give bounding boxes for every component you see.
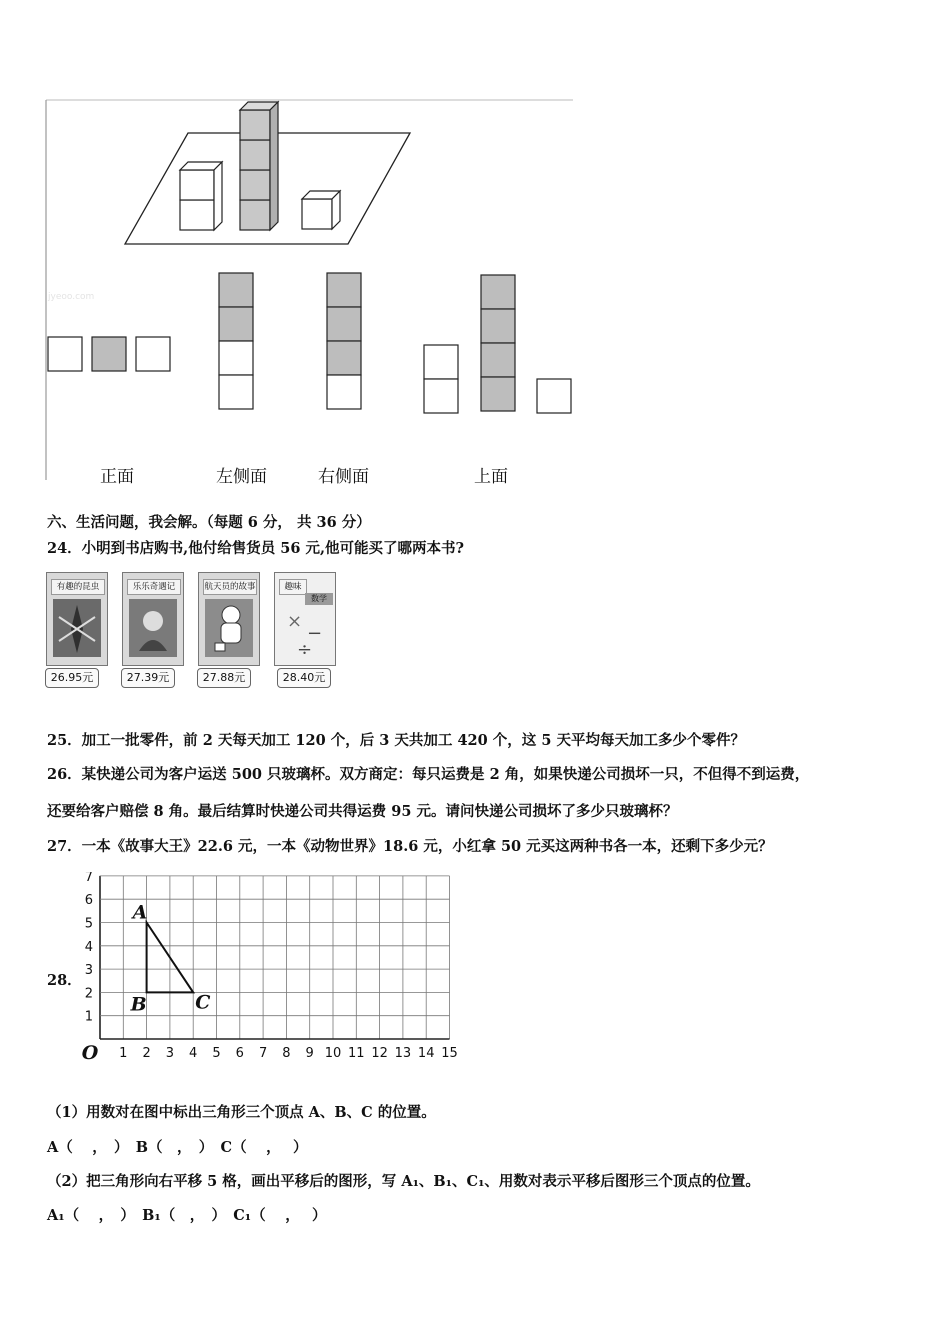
y-tick-label: 7 xyxy=(84,872,93,885)
question-26-line1: 26．某快递公司为客户运送 500 只玻璃杯。双方商定：每只运费是 2 角，如果快递公司损坏一只，不但得不到运费， xyxy=(47,766,810,783)
x-tick-label: 2 xyxy=(142,1046,151,1061)
question-27: 27．一本《故事大王》22.6 元，一本《动物世界》18.6 元，小红拿 50 元买这两种书各一本，还剩下多少元？ xyxy=(47,838,773,855)
x-tick-label: 10 xyxy=(324,1046,342,1061)
vertex-label-c: C xyxy=(195,991,211,1014)
front-view xyxy=(48,337,170,371)
question-26-line2: 还要给客户赔偿 8 角。最后结算时快递公司共得运费 95 元。请问快递公司损坏了多少只玻璃杯？ xyxy=(47,803,678,820)
x-tick-label: 11 xyxy=(348,1046,365,1061)
adventure-cover-icon xyxy=(129,599,177,657)
question-28-part1: （1）用数对在图中标出三角形三个顶点 A、B、C 的位置。 xyxy=(47,1104,436,1121)
x-tick-label: 15 xyxy=(441,1046,458,1061)
right-view-label: 右侧面 xyxy=(318,467,369,487)
price-tag: 26.95元 xyxy=(45,668,99,688)
top-view-label: 上面 xyxy=(474,467,508,487)
book-title: 乐乐奇遇记 xyxy=(127,579,181,595)
y-tick-label: 4 xyxy=(84,939,93,955)
question-25: 25．加工一批零件，前 2 天每天加工 120 个，后 3 天共加工 420 个，这 5 天平均每天加工多少个零件？ xyxy=(47,732,745,749)
x-tick-label: 4 xyxy=(189,1046,198,1061)
question-28-part2-answer: A₁（ ， ） B₁（ ， ） C₁（ ， ） xyxy=(47,1207,327,1224)
watermark: jyeoo.com xyxy=(48,292,95,302)
vertex-label-b: B xyxy=(130,993,147,1016)
book-subtitle: 数学 xyxy=(305,593,333,605)
svg-text:×: × xyxy=(287,611,303,632)
svg-text:÷: ÷ xyxy=(297,639,313,659)
x-tick-label: 12 xyxy=(371,1046,388,1061)
price-tag: 28.40元 xyxy=(277,668,331,688)
x-tick-label: 9 xyxy=(305,1046,314,1061)
price-tag: 27.88元 xyxy=(197,668,251,688)
y-tick-label: 5 xyxy=(84,916,93,932)
origin-label: O xyxy=(81,1042,99,1064)
svg-text:−: − xyxy=(307,623,323,644)
y-tick-label: 6 xyxy=(84,893,93,909)
book-astronaut xyxy=(198,572,260,666)
astronaut-cover-icon xyxy=(205,599,253,657)
book-insects xyxy=(46,572,108,666)
x-tick-label: 5 xyxy=(212,1046,221,1061)
question-28-part1-answer: A（ ， ） B（ ， ） C（ ， ） xyxy=(47,1139,308,1156)
book-adventures xyxy=(122,572,184,666)
book-title: 趣味 xyxy=(279,579,307,595)
left-view xyxy=(219,273,253,409)
y-tick-label: 2 xyxy=(84,986,93,1002)
y-tick-label: 1 xyxy=(84,1009,93,1025)
question-28-number: 28． xyxy=(47,972,82,989)
question-28-part2: （2）把三角形向右平移 5 格，画出平移后的图形，写 A₁、B₁、C₁、用数对表示平移后图形三个顶点的位置。 xyxy=(47,1173,760,1190)
right-view xyxy=(327,273,361,409)
left-view-label: 左侧面 xyxy=(216,467,267,487)
section-heading: 六、生活问题，我会解。（每题 6 分， 共 36 分） xyxy=(47,514,371,531)
price-tag: 27.39元 xyxy=(121,668,175,688)
coordinate-grid xyxy=(75,872,470,1067)
insect-cover-icon xyxy=(53,599,101,657)
book-title: 有趣的昆虫 xyxy=(51,579,105,595)
book-title: 航天员的故事 xyxy=(203,579,257,595)
x-tick-label: 13 xyxy=(394,1046,412,1061)
x-tick-label: 14 xyxy=(417,1046,435,1061)
y-tick-label: 3 xyxy=(84,963,93,979)
top-view xyxy=(424,275,571,413)
math-cover-icon xyxy=(283,609,327,663)
book-math xyxy=(274,572,336,666)
front-view-label: 正面 xyxy=(100,467,134,487)
x-tick-label: 7 xyxy=(258,1046,268,1061)
x-tick-label: 3 xyxy=(165,1046,175,1061)
vertex-label-a: A xyxy=(132,901,148,924)
cube-views-figure xyxy=(40,95,580,490)
question-24: 24．小明到书店购书,他付给售货员 56 元,他可能买了哪两本书? xyxy=(47,540,465,557)
x-tick-label: 1 xyxy=(119,1046,128,1061)
x-tick-label: 6 xyxy=(235,1046,244,1061)
x-tick-label: 8 xyxy=(282,1046,291,1061)
